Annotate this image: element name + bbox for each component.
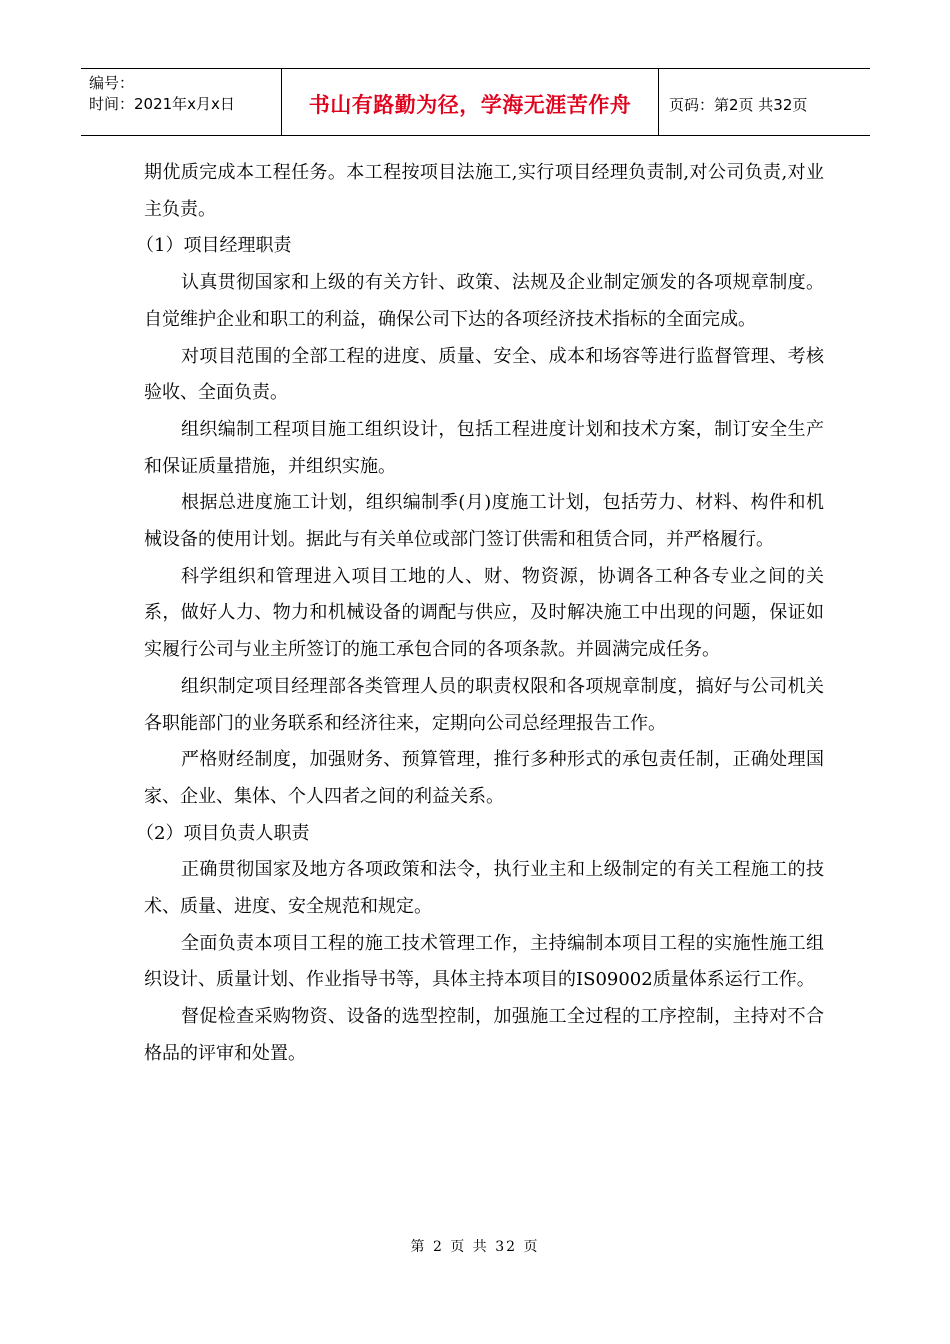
header-page-label: 页码：第2页 共32页	[669, 95, 808, 114]
document-date-label: 时间：2021年x月x日	[89, 95, 235, 113]
header-meta	[81, 69, 281, 135]
paragraph: 正确贯彻国家及地方各项政策和法令，执行业主和上级制定的有关工程施工的技术、质量、进度、安全规范和规定。	[144, 859, 824, 918]
paragraph: 认真贯彻国家和上级的有关方针、政策、法规及企业制定颁发的各项规章制度。自觉维护企业和职工的利益，确保公司下达的各项经济技术指标的全面完成。	[144, 272, 824, 330]
paragraph: 组织编制工程项目施工组织设计，包括工程进度计划和技术方案，制订安全生产和保证质量措施，并组织实施。	[144, 418, 824, 477]
paragraph: 期优质完成本工程任务。本工程按项目法施工,实行项目经理负责制,对公司负责,对业主负责。	[144, 162, 824, 220]
paragraph: 全面负责本项目工程的施工技术管理工作，主持编制本项目工程的实施性施工组织设计、质量计划、作业指导书等，具体主持本项目的IS09002质量体系运行工作。	[144, 932, 824, 991]
document-body	[136, 155, 824, 1073]
page-footer: 第 2 页 共 32 页	[410, 1239, 540, 1255]
paragraph: 对项目范围的全部工程的进度、质量、安全、成本和场容等进行监督管理、考核验收、全面负责。	[144, 345, 824, 404]
section-heading: （2）项目负责人职责	[136, 822, 310, 844]
paragraph: 督促检查采购物资、设备的选型控制，加强施工全过程的工序控制，主持对不合格品的评审和处置。	[144, 1006, 824, 1064]
header-motto: 书山有路勤为径，学海无涯苦作舟	[308, 93, 632, 117]
paragraph: 严格财经制度，加强财务、预算管理，推行多种形式的承包责任制，正确处理国家、企业、集体、个人四者之间的利益关系。	[144, 749, 824, 807]
paragraph: 根据总进度施工计划，组织编制季(月)度施工计划，包括劳力、材料、构件和机械设备的使用计划。据此与有关单位或部门签订供需和租赁合同，并严格履行。	[144, 492, 824, 551]
paragraph: 组织制定项目经理部各类管理人员的职责权限和各项规章制度，搞好与公司机关各职能部门的业务联系和经济往来，定期向公司总经理报告工作。	[144, 675, 824, 734]
paragraph: 科学组织和管理进入项目工地的人、财、物资源，协调各工种各专业之间的关系，做好人力、物力和机械设备的调配与供应，及时解决施工中出现的问题，保证如实履行公司与业主所签订的施工承包合同的各项条款。并圆满完成任务。	[144, 565, 824, 661]
header-page-cell	[659, 69, 870, 135]
document-number-label: 编号：	[89, 74, 135, 92]
header-motto-cell	[281, 69, 659, 135]
section-heading: （1）项目经理职责	[136, 235, 292, 257]
page-header	[81, 68, 870, 136]
